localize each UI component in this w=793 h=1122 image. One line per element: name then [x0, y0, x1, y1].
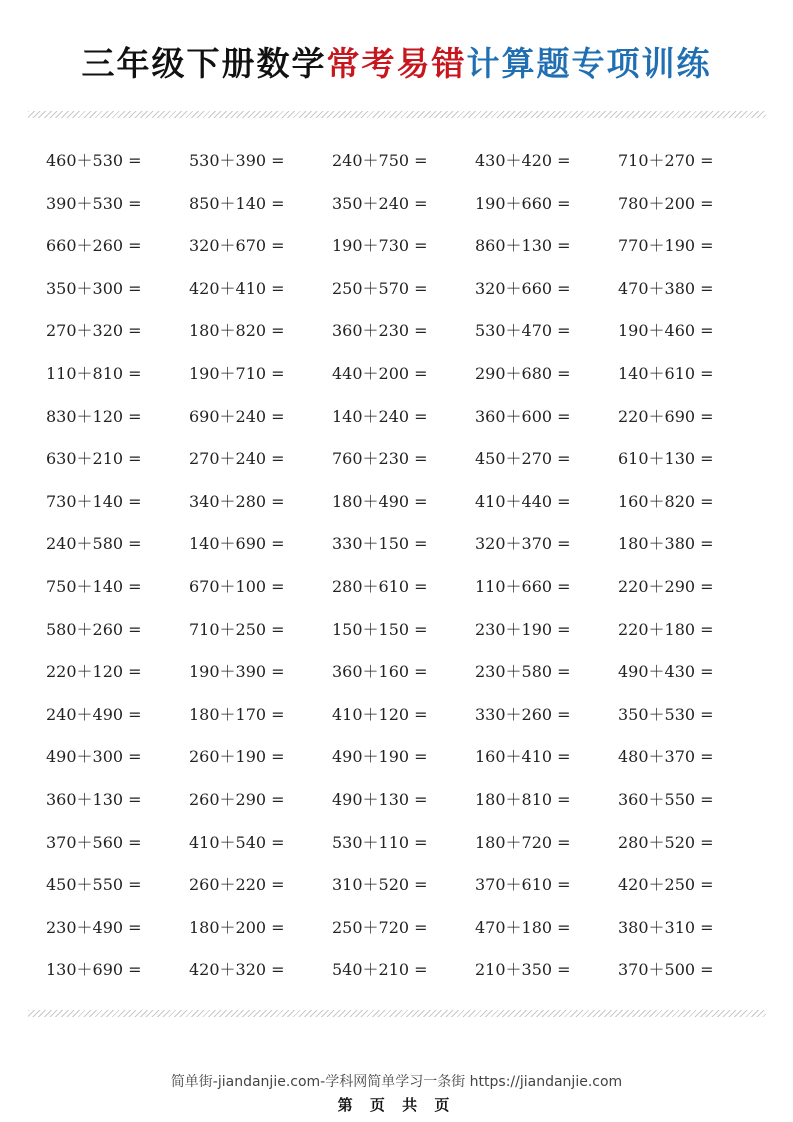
- problem-item: 270＋320 =: [46, 321, 142, 341]
- problem-item: 580＋260 =: [46, 619, 142, 639]
- footer-site-text: 简单街-jiandanjie.com-学科网简单学习一条街 https://jiandanjie.com: [170, 1074, 623, 1090]
- problem-item: 490＋190 =: [332, 747, 428, 767]
- problem-item: 420＋320 =: [189, 960, 285, 980]
- problem-item: 770＋190 =: [618, 236, 714, 256]
- problem-item: 160＋820 =: [618, 491, 714, 511]
- problem-item: 350＋300 =: [46, 278, 142, 298]
- problem-item: 260＋190 =: [189, 747, 285, 767]
- problem-item: 140＋690 =: [189, 534, 285, 554]
- problem-item: 190＋660 =: [475, 193, 571, 213]
- problem-grid: [46, 140, 761, 992]
- problem-item: 450＋550 =: [46, 875, 142, 895]
- problem-item: 210＋350 =: [475, 960, 571, 980]
- problem-item: 710＋270 =: [618, 151, 714, 170]
- problem-item: 360＋230 =: [332, 321, 428, 341]
- problem-item: 110＋810 =: [46, 363, 142, 383]
- problem-item: 460＋530 =: [46, 151, 142, 170]
- problem-item: 240＋580 =: [46, 534, 142, 554]
- problem-item: 280＋520 =: [618, 832, 714, 852]
- problem-item: 410＋540 =: [189, 832, 285, 852]
- problem-item: 420＋250 =: [618, 875, 714, 895]
- problem-item: 420＋410 =: [189, 278, 285, 298]
- problem-item: 370＋610 =: [475, 875, 571, 895]
- problem-item: 490＋130 =: [332, 789, 428, 809]
- title-part-training: 计算题专项训练: [466, 44, 712, 83]
- problem-item: 270＋240 =: [189, 449, 285, 469]
- problem-item: 130＋690 =: [46, 960, 142, 980]
- problem-item: 230＋190 =: [475, 619, 571, 639]
- problem-item: 150＋150 =: [332, 619, 428, 639]
- problem-item: 410＋440 =: [475, 491, 571, 511]
- problem-item: 360＋160 =: [332, 662, 428, 682]
- problem-item: 160＋410 =: [475, 747, 571, 767]
- problem-item: 260＋220 =: [189, 875, 285, 895]
- problem-item: 240＋750 =: [332, 151, 428, 170]
- problem-item: 360＋130 =: [46, 789, 142, 809]
- problem-item: 230＋490 =: [46, 917, 142, 937]
- problem-item: 610＋130 =: [618, 449, 714, 469]
- problem-item: 730＋140 =: [46, 491, 142, 511]
- problem-item: 320＋660 =: [475, 278, 571, 298]
- problem-item: 540＋210 =: [332, 960, 428, 980]
- problem-item: 250＋720 =: [332, 917, 428, 937]
- problem-item: 360＋600 =: [475, 406, 571, 426]
- problem-item: 670＋100 =: [189, 576, 285, 596]
- problem-item: 530＋470 =: [475, 321, 571, 341]
- bottom-divider: [28, 1010, 766, 1017]
- problem-item: 850＋140 =: [189, 193, 285, 213]
- problem-item: 190＋710 =: [189, 363, 285, 383]
- problem-item: 530＋390 =: [189, 151, 285, 170]
- problem-item: 780＋200 =: [618, 193, 714, 213]
- problem-item: 190＋730 =: [332, 236, 428, 256]
- problem-item: 290＋680 =: [475, 363, 571, 383]
- problem-item: 410＋120 =: [332, 704, 428, 724]
- title-part-grade: 三年级下册数学: [81, 44, 327, 83]
- problem-item: 360＋550 =: [618, 789, 714, 809]
- problem-item: 220＋290 =: [618, 576, 714, 596]
- problem-item: 440＋200 =: [332, 363, 428, 383]
- problem-item: 190＋460 =: [618, 321, 714, 341]
- problem-item: 140＋610 =: [618, 363, 714, 383]
- problem-item: 350＋240 =: [332, 193, 428, 213]
- problem-item: 220＋690 =: [618, 406, 714, 426]
- problem-item: 230＋580 =: [475, 662, 571, 682]
- worksheet-title: [0, 38, 793, 90]
- problem-item: 330＋150 =: [332, 534, 428, 554]
- problem-item: 180＋490 =: [332, 491, 428, 511]
- problem-item: 450＋270 =: [475, 449, 571, 469]
- problem-item: 860＋130 =: [475, 236, 571, 256]
- problem-item: 340＋280 =: [189, 491, 285, 511]
- problem-item: 370＋560 =: [46, 832, 142, 852]
- problem-item: 750＋140 =: [46, 576, 142, 596]
- problem-item: 110＋660 =: [475, 576, 571, 596]
- problem-item: 220＋120 =: [46, 662, 142, 682]
- problem-item: 140＋240 =: [332, 406, 428, 426]
- problem-item: 690＋240 =: [189, 406, 285, 426]
- problem-item: 710＋250 =: [189, 619, 285, 639]
- top-divider: [28, 111, 766, 118]
- problem-item: 760＋230 =: [332, 449, 428, 469]
- problem-item: 330＋260 =: [475, 704, 571, 724]
- problem-item: 310＋520 =: [332, 875, 428, 895]
- problem-item: 830＋120 =: [46, 406, 142, 426]
- problem-item: 240＋490 =: [46, 704, 142, 724]
- problem-item: 490＋300 =: [46, 747, 142, 767]
- problem-item: 660＋260 =: [46, 236, 142, 256]
- problem-item: 430＋420 =: [475, 151, 571, 170]
- problem-item: 220＋180 =: [618, 619, 714, 639]
- footer-page-number: 第 页 共 页: [337, 1096, 456, 1114]
- problem-item: 470＋180 =: [475, 917, 571, 937]
- problem-item: 320＋370 =: [475, 534, 571, 554]
- problem-item: 180＋720 =: [475, 832, 571, 852]
- problem-item: 470＋380 =: [618, 278, 714, 298]
- problem-item: 380＋310 =: [618, 917, 714, 937]
- problem-item: 630＋210 =: [46, 449, 142, 469]
- problem-item: 350＋530 =: [618, 704, 714, 724]
- problem-item: 180＋820 =: [189, 321, 285, 341]
- problem-item: 370＋500 =: [618, 960, 714, 980]
- problem-item: 180＋200 =: [189, 917, 285, 937]
- problem-item: 180＋170 =: [189, 704, 285, 724]
- problem-item: 190＋390 =: [189, 662, 285, 682]
- problem-item: 180＋810 =: [475, 789, 571, 809]
- problem-item: 320＋670 =: [189, 236, 285, 256]
- problem-item: 250＋570 =: [332, 278, 428, 298]
- problem-item: 530＋110 =: [332, 832, 428, 852]
- problem-item: 390＋530 =: [46, 193, 142, 213]
- problem-item: 480＋370 =: [618, 747, 714, 767]
- title-part-error-prone: 常考易错: [326, 44, 467, 83]
- problem-item: 280＋610 =: [332, 576, 428, 596]
- problem-item: 180＋380 =: [618, 534, 714, 554]
- problem-item: 490＋430 =: [618, 662, 714, 682]
- problem-item: 260＋290 =: [189, 789, 285, 809]
